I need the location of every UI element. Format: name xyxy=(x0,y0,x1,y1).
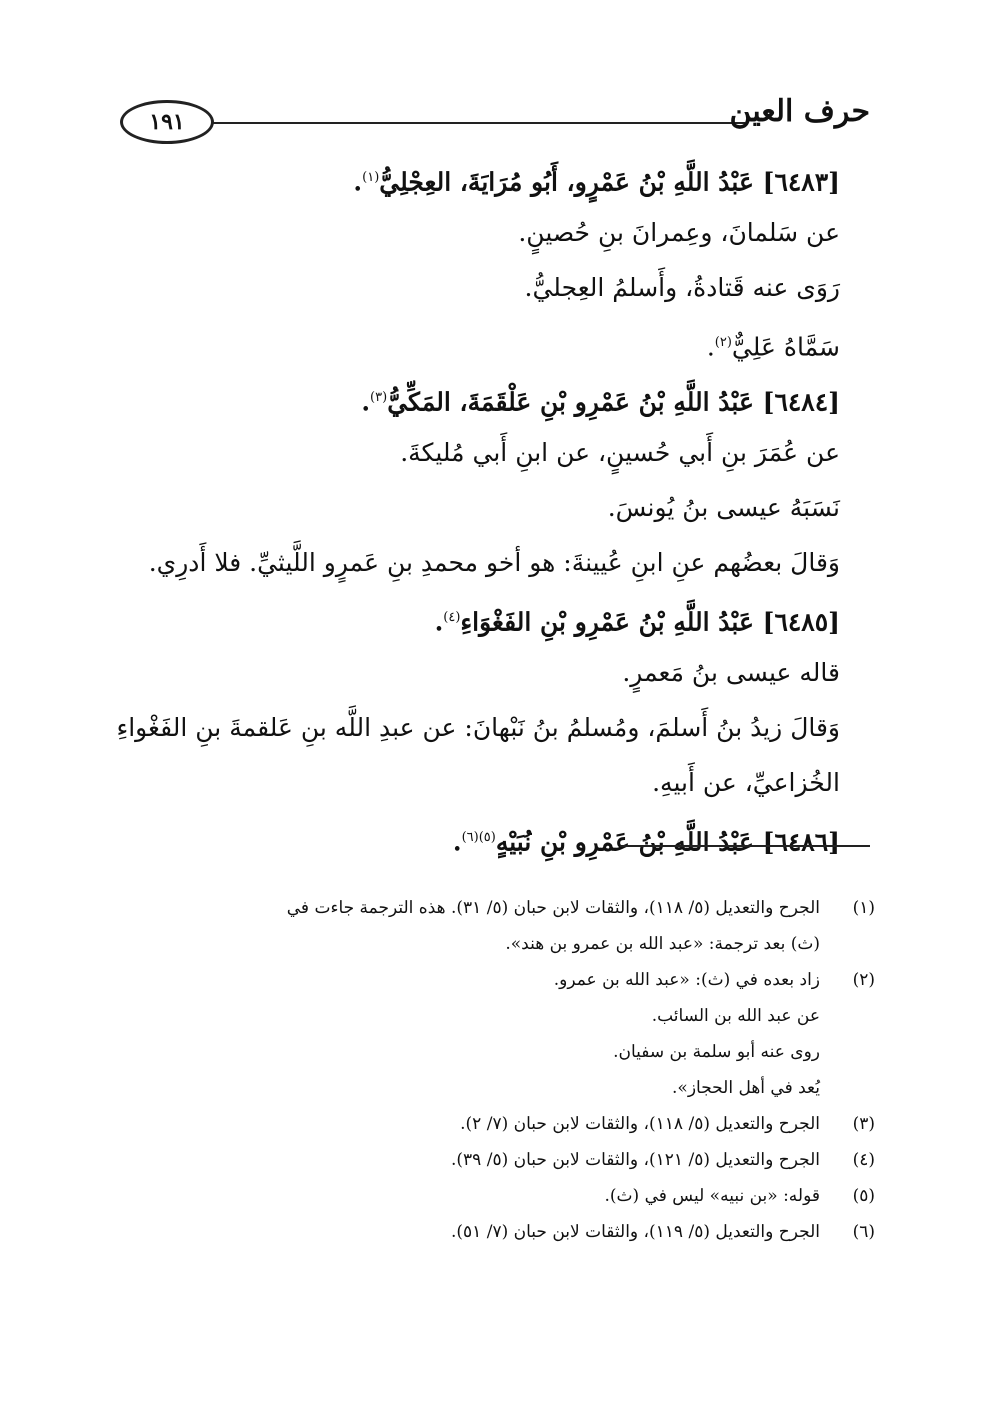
footnote xyxy=(130,1214,875,1250)
footnote-text xyxy=(130,890,820,962)
header-rule xyxy=(212,122,745,124)
entry-heading: [٦٤٨٥] عَبْدُ اللَّهِ بْنُ عَمْرِو بْنِ الفَغْوَاءِ$^{(٤)}$. xyxy=(434,607,840,637)
entry-number: [٦٤٨٥] xyxy=(762,607,840,637)
footnote-line: زاد بعده في (ث): «عبد الله بن عمرو. xyxy=(553,970,820,990)
footnote xyxy=(130,1178,875,1214)
footnotes xyxy=(130,890,875,1250)
footnote-line: عن عبد الله بن السائب. xyxy=(651,1006,820,1026)
body-line: سَمَّاهُ عَلِيٌّ$^{(٢)}$. xyxy=(706,332,840,362)
footnote-line: يُعد في أهل الحجاز». xyxy=(672,1078,820,1098)
footnote-text xyxy=(130,1178,820,1214)
body-text: سَمَّاهُ عَلِيٌّ xyxy=(731,332,840,362)
footnote-text xyxy=(130,1214,820,1250)
entry-name: عَبْدُ اللَّهِ بْنُ عَمْرِو بْنِ نُبَيْهٍ xyxy=(495,827,754,857)
entry-number: [٦٤٨٦] xyxy=(762,827,840,857)
main-text xyxy=(116,150,840,865)
footnote-line: الجرح والتعديل (٥/ ١١٨)، والثقات لابن حبان (٧/ ٢). xyxy=(460,1114,820,1134)
body-line: نَسَبَهُ عيسى بنُ يُونسَ. xyxy=(607,493,840,522)
footnote-line: الجرح والتعديل (٥/ ١١٩)، والثقات لابن حبان (٧/ ٥١). xyxy=(451,1222,820,1242)
footnote-ref: (٣) xyxy=(370,390,388,405)
footnote xyxy=(130,962,875,1106)
footnote-line: الجرح والتعديل (٥/ ١١٨)، والثقات لابن حبان (٥/ ٣١). هذه الترجمة جاءت في xyxy=(286,898,820,918)
body-line: عن سَلمانَ، وعِمرانَ بنِ حُصينٍ. xyxy=(518,218,840,247)
body-line: قاله عيسى بنُ مَعمرٍ. xyxy=(622,658,840,687)
footnote-number: (٦) xyxy=(852,1222,875,1242)
footnote-line: (ث) بعد ترجمة: «عبد الله بن عمرو بن هند». xyxy=(505,934,820,954)
running-header xyxy=(120,92,870,152)
entry-number: [٦٤٨٤] xyxy=(762,387,840,417)
body-line: وَقالَ بعضُهم عنِ ابنِ عُيينةَ: هو أخو محمدِ بنِ عَمرٍو اللَّيثيِّ. فلا أَدرِي. xyxy=(148,548,840,577)
footnote-number: (٤) xyxy=(852,1150,875,1170)
page-number: ١٩١ xyxy=(149,109,185,135)
footnote-separator xyxy=(620,845,870,847)
entry-heading: [٦٤٨٤] عَبْدُ اللَّهِ بْنُ عَمْرِو بْنِ عَلْقَمَةَ، المَكِّيُّ$^{(٣)}$. xyxy=(361,387,840,417)
entry-name: عَبْدُ اللَّهِ بْنُ عَمْرِو بْنِ الفَغْوَاءِ xyxy=(460,607,754,637)
footnote-number: (٥) xyxy=(852,1186,875,1206)
footnote-number: (١) xyxy=(852,898,875,918)
body-line: الخُزاعيِّ، عن أَبيهِ. xyxy=(652,768,840,797)
footnote-text xyxy=(130,1142,820,1178)
body-line: عن عُمَرَ بنِ أَبي حُسينٍ، عن ابنِ أَبي مُليكةَ. xyxy=(400,438,840,467)
footnote-line: روى عنه أبو سلمة بن سفيان. xyxy=(613,1042,820,1062)
entry-name: عَبْدُ اللَّهِ بْنُ عَمْرِو بْنِ عَلْقَمَةَ، المَكِّيُّ xyxy=(387,387,754,417)
footnote xyxy=(130,890,875,962)
page-number-badge xyxy=(120,100,214,144)
footnote-ref: (٥)(٦) xyxy=(461,830,496,845)
footnote-ref: (١) xyxy=(362,170,380,185)
body-line: رَوَى عنه قَتادةُ، وأَسلمُ العِجليُّ. xyxy=(524,273,840,302)
entry-heading: [٦٤٨٦] عَبْدُ اللَّهِ بْنُ عَمْرِو بْنِ نُبَيْهٍ$^{(٥)(٦)}$. xyxy=(452,827,840,857)
entry-heading: [٦٤٨٣] عَبْدُ اللَّهِ بْنُ عَمْرٍو، أَبُو مُرَايَةَ، العِجْلِيُّ$^{(١)}$. xyxy=(353,167,840,197)
footnote-ref: (٤) xyxy=(443,610,461,625)
entry-number: [٦٤٨٣] xyxy=(762,167,840,197)
footnote-ref: (٢) xyxy=(714,335,732,350)
footnote xyxy=(130,1106,875,1142)
chapter-title: حرف العين xyxy=(729,94,870,129)
footnote-number: (٢) xyxy=(852,970,875,990)
entry-name: عَبْدُ اللَّهِ بْنُ عَمْرٍو، أَبُو مُرَايَةَ، العِجْلِيُّ xyxy=(379,167,754,197)
footnote xyxy=(130,1142,875,1178)
footnote-line: الجرح والتعديل (٥/ ١٢١)، والثقات لابن حبان (٥/ ٣٩). xyxy=(451,1150,820,1170)
footnote-number: (٣) xyxy=(852,1114,875,1134)
body-line: وَقالَ زيدُ بنُ أَسلمَ، ومُسلمُ بنُ نَبْهانَ: عن عبدِ اللَّه بنِ عَلقمةَ بنِ الفَغْواءِ xyxy=(116,713,840,742)
footnote-text xyxy=(130,962,820,1106)
footnote-text xyxy=(130,1106,820,1142)
footnote-line: قوله: «بن نبيه» ليس في (ث). xyxy=(604,1186,820,1206)
